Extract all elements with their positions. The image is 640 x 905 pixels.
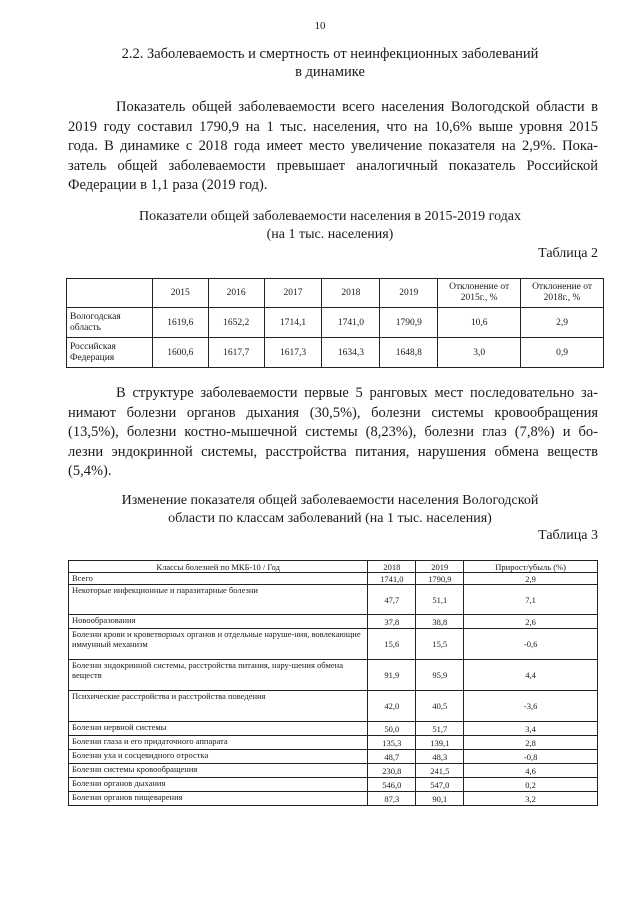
table-header-cell: 2019 <box>380 279 438 308</box>
table2-general-morbidity <box>66 278 604 368</box>
paragraph-line: В структуре заболеваемости первые 5 ранговых мест последовательно за- <box>116 385 598 401</box>
table-cell: 135,3 <box>368 736 416 750</box>
class-name-cell: Болезни нервной системы <box>69 722 368 736</box>
table-cell: 2,8 <box>464 736 598 750</box>
table-cell: 1652,2 <box>208 308 264 338</box>
paragraph-line: года. В динамике с 2018 года имеет место увеличение показателя на 2,9%. Пока- <box>68 138 598 154</box>
paragraph-line: (5,4%). <box>68 463 112 479</box>
table3-title-line-1: Изменение показателя общей заболеваемости населения Вологодской <box>121 493 539 508</box>
paragraph-general-morbidity <box>68 98 598 196</box>
table-cell: 3,4 <box>464 722 598 736</box>
class-name-cell: Некоторые инфекционные и паразитарные болезни <box>69 585 368 615</box>
table-cell: 4,4 <box>464 660 598 691</box>
paragraph-line: Федерации в 1,1 раза (2019 год). <box>68 177 268 193</box>
class-name-cell: Новообразования <box>69 615 368 629</box>
class-name-cell: Болезни уха и сосцевидного отростка <box>69 750 368 764</box>
table-cell: 48,7 <box>368 750 416 764</box>
class-name-cell: Болезни крови и кроветворных органов и отдельные наруше-ния, вовлекающие иммунный механизм <box>69 629 368 660</box>
paragraph-line: 2019 году составил 1790,9 на 1 тыс. населения, что на 10,6% выше уровня 2015 <box>68 118 598 135</box>
table3-label: Таблица 3 <box>538 528 598 543</box>
table-cell: 87,3 <box>368 792 416 806</box>
table-row <box>69 722 598 736</box>
class-name-cell: Болезни глаза и его придаточного аппарата <box>69 736 368 750</box>
table-cell: 3,2 <box>464 792 598 806</box>
table-header-cell: 2016 <box>208 279 264 308</box>
table-cell: 1790,9 <box>416 573 464 585</box>
table-cell: 1617,3 <box>264 338 322 368</box>
table-header-cell: Прирост/убыль (%) <box>464 561 598 573</box>
class-name-cell: Всего <box>69 573 368 585</box>
table-cell: 38,8 <box>416 615 464 629</box>
table-row <box>69 778 598 792</box>
table-cell: 2,9 <box>464 573 598 585</box>
paragraph-line: нимают болезни органов дыхания (30,5%), болезни системы кровообращения <box>68 404 598 421</box>
table2-title-line-2: (на 1 тыс. населения) <box>266 227 394 242</box>
class-name-cell: Болезни органов пищеварения <box>69 792 368 806</box>
class-name-cell: Болезни системы кровообращения <box>69 764 368 778</box>
table-cell: 51,1 <box>416 585 464 615</box>
table-cell: 40,5 <box>416 691 464 722</box>
table-cell: 1634,3 <box>322 338 380 368</box>
table-cell: 1741,0 <box>322 308 380 338</box>
table-cell: 547,0 <box>416 778 464 792</box>
table-cell: 7,1 <box>464 585 598 615</box>
section-title <box>60 45 600 81</box>
table-row <box>69 660 598 691</box>
table-row <box>69 792 598 806</box>
table-cell: 241,5 <box>416 764 464 778</box>
table-cell: 37,8 <box>368 615 416 629</box>
table-cell: 1790,9 <box>380 308 438 338</box>
table-row <box>69 629 598 660</box>
page-number: 10 <box>314 20 326 32</box>
class-name-cell: Психические расстройства и расстройства поведения <box>69 691 368 722</box>
table2-label: Таблица 2 <box>538 246 598 261</box>
table-header-cell: Отклонение от 2015г., % <box>438 279 521 308</box>
paragraph-line: Показатель общей заболеваемости всего населения Вологодской области в <box>116 99 598 115</box>
table-row <box>69 615 598 629</box>
table-row <box>69 585 598 615</box>
table-cell: 15,6 <box>368 629 416 660</box>
row-name-cell: Вологодская область <box>67 308 153 338</box>
row-name-cell: Российская Федерация <box>67 338 153 368</box>
table-cell: -3,6 <box>464 691 598 722</box>
table-cell: 2,9 <box>521 308 604 338</box>
table-cell: 230,8 <box>368 764 416 778</box>
table-cell: 48,3 <box>416 750 464 764</box>
paragraph-line: (13,5%), болезни костно-мышечной системы (8,23%), болезни глаз (7,8%) и бо- <box>68 424 598 440</box>
table-header-cell: 2015 <box>152 279 208 308</box>
table-row <box>69 764 598 778</box>
table3-morbidity-by-class <box>68 560 598 806</box>
table-cell: 1600,6 <box>152 338 208 368</box>
table-cell: 10,6 <box>438 308 521 338</box>
table-cell: 42,0 <box>368 691 416 722</box>
table-cell: 91,9 <box>368 660 416 691</box>
table-header-row <box>67 279 604 308</box>
table-header-cell: Отклонение от 2018г., % <box>521 279 604 308</box>
table3-title <box>60 492 600 528</box>
table-cell: 1741,0 <box>368 573 416 585</box>
table-cell: 1619,6 <box>152 308 208 338</box>
table-row <box>67 338 604 368</box>
table-cell: 0,9 <box>521 338 604 368</box>
table-cell: 15,5 <box>416 629 464 660</box>
table-cell: 51,7 <box>416 722 464 736</box>
table-row <box>69 750 598 764</box>
paragraph-line: лезни эндокринной системы, расстройства питания, нарушения обмена веществ <box>68 443 598 460</box>
table-cell: 546,0 <box>368 778 416 792</box>
table-cell: 90,1 <box>416 792 464 806</box>
table-row <box>69 573 598 585</box>
table-row <box>69 691 598 722</box>
table-cell: 139,1 <box>416 736 464 750</box>
table-cell: 0,2 <box>464 778 598 792</box>
table-header-cell: 2018 <box>368 561 416 573</box>
table2-title <box>60 208 600 244</box>
table-row <box>67 308 604 338</box>
paragraph-structure <box>68 384 598 482</box>
table-header-cell: Классы болезней по МКБ-10 / Год <box>69 561 368 573</box>
section-title-line-1: 2.2. Заболеваемость и смертность от неинфекционных заболеваний <box>121 46 539 62</box>
table-cell: -0,6 <box>464 629 598 660</box>
table-header-cell <box>67 279 153 308</box>
table-cell: 1617,7 <box>208 338 264 368</box>
class-name-cell: Болезни эндокринной системы, расстройства питания, нару-шения обмена веществ <box>69 660 368 691</box>
paragraph-line: затель общей заболеваемости превышает аналогичный показатель Российской <box>68 157 598 174</box>
table-header-cell: 2017 <box>264 279 322 308</box>
table-cell: 3,0 <box>438 338 521 368</box>
table-cell: 1714,1 <box>264 308 322 338</box>
table3-title-line-2: области по классам заболеваний (на 1 тыс. населения) <box>168 511 492 526</box>
table-cell: 4,6 <box>464 764 598 778</box>
table-row <box>69 736 598 750</box>
table-cell: 1648,8 <box>380 338 438 368</box>
table-cell: 47,7 <box>368 585 416 615</box>
table-header-cell: 2018 <box>322 279 380 308</box>
class-name-cell: Болезни органов дыхания <box>69 778 368 792</box>
table-header-row <box>69 561 598 573</box>
section-title-line-2: в динамике <box>295 64 365 80</box>
table-header-cell: 2019 <box>416 561 464 573</box>
table-cell: -0,8 <box>464 750 598 764</box>
table-cell: 2,6 <box>464 615 598 629</box>
table2-title-line-1: Показатели общей заболеваемости населения в 2015-2019 годах <box>138 209 521 224</box>
table-cell: 50,0 <box>368 722 416 736</box>
table-cell: 95,9 <box>416 660 464 691</box>
